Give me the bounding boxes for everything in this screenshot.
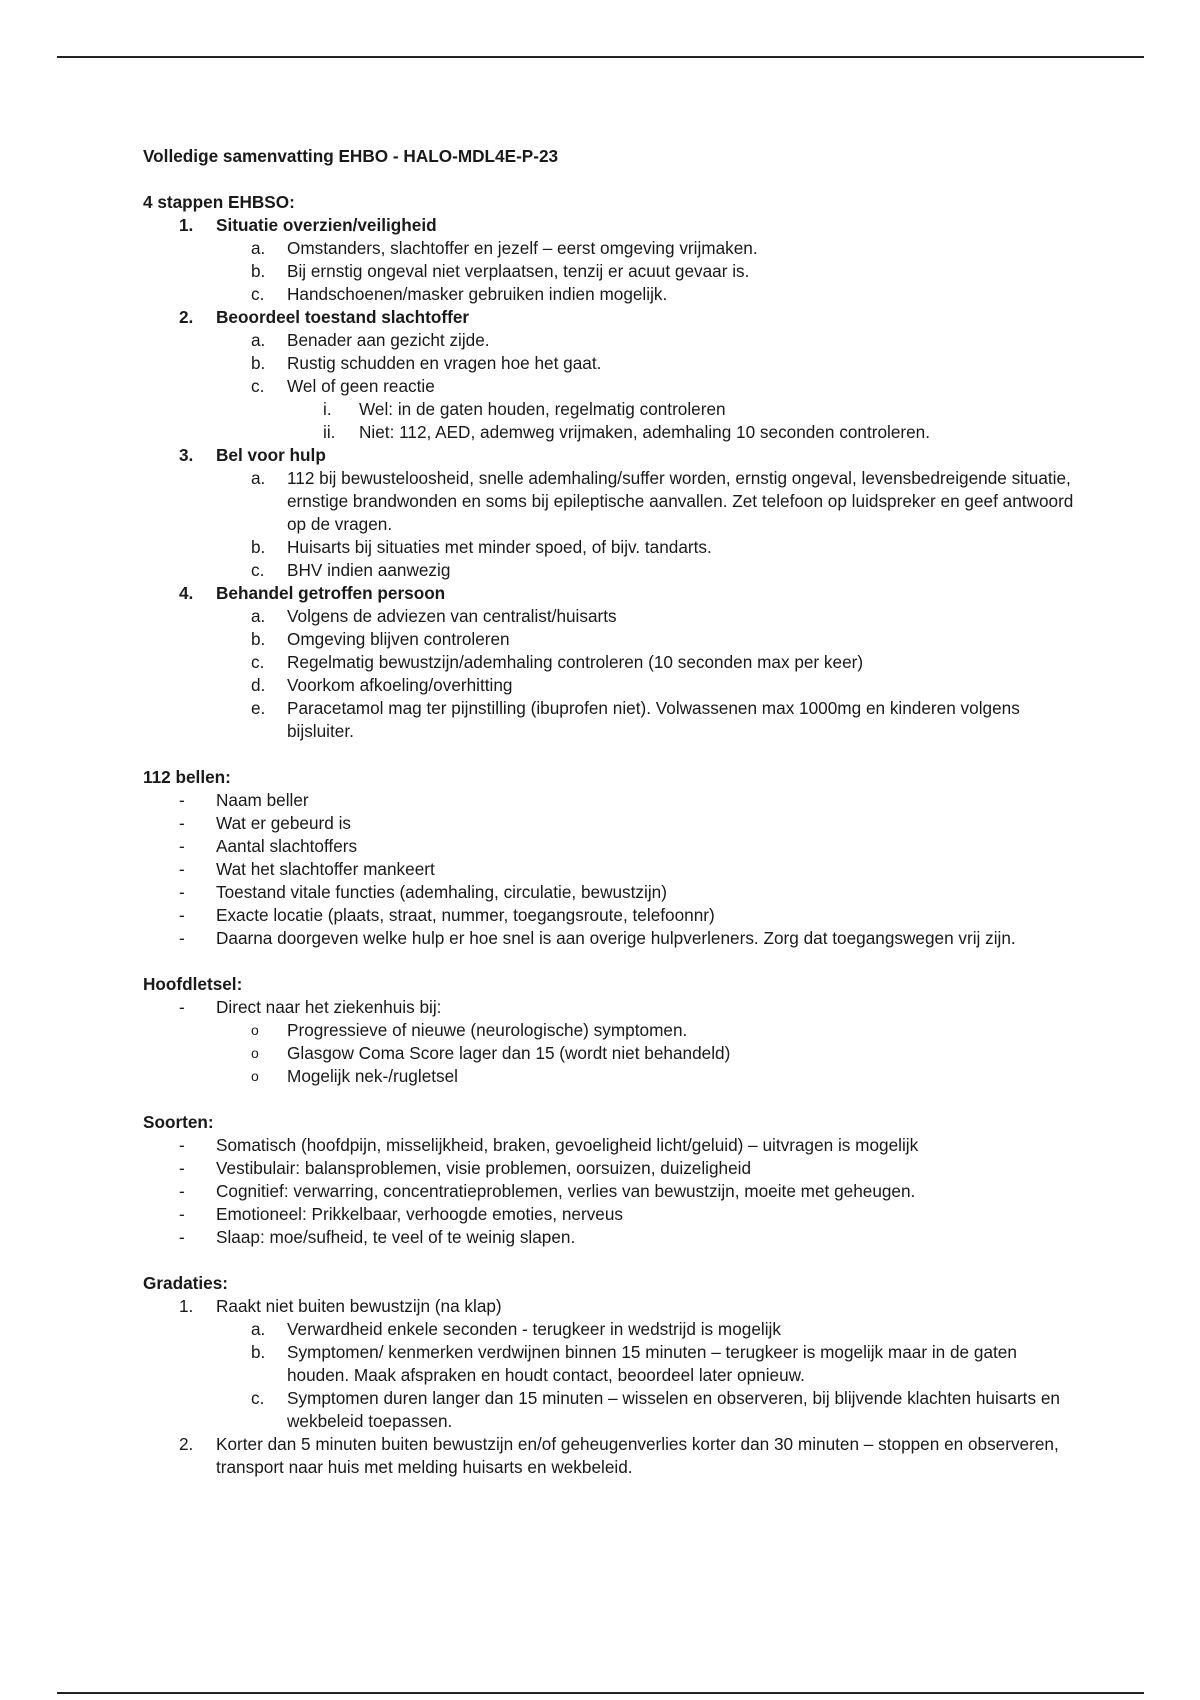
list-item: [143, 651, 1083, 674]
list-item: [143, 1042, 1083, 1065]
list-marker: o: [251, 1068, 259, 1084]
list-marker: c.: [251, 1388, 265, 1408]
list-item: [143, 329, 1083, 352]
list-item: [143, 1134, 1083, 1157]
list-marker: 2.: [179, 307, 194, 327]
list-item: [143, 559, 1083, 582]
list-marker: -: [179, 813, 185, 833]
section: [143, 191, 1083, 743]
list-item-text: Volgens de adviezen van centralist/huisarts: [287, 606, 617, 626]
list-item-text: Rustig schudden en vragen hoe het gaat.: [287, 353, 602, 373]
list-item-text: Cognitief: verwarring, concentratieproblemen, verlies van bewustzijn, moeite met geheugen.: [216, 1181, 916, 1201]
list-item-text: Korter dan 5 minuten buiten bewustzijn en/of geheugenverlies korter dan 30 minuten – stoppen en observeren, transport naar huis met melding huisarts en wekbeleid.: [216, 1434, 1059, 1477]
list-item: [143, 996, 1083, 1019]
list-item-text: Mogelijk nek-/rugletsel: [287, 1066, 458, 1086]
list-item: [143, 1157, 1083, 1180]
list-item-text: Wat er gebeurd is: [216, 813, 352, 833]
list-marker: -: [179, 1204, 185, 1224]
list-item-text: Aantal slachtoffers: [216, 836, 358, 856]
list-marker: 1.: [179, 1296, 194, 1316]
section-heading: Soorten:: [143, 1112, 214, 1132]
list-marker: c.: [251, 652, 265, 672]
list-marker: -: [179, 905, 185, 925]
list-item-text: Verwardheid enkele seconden - terugkeer in wedstrijd is mogelijk: [287, 1319, 781, 1339]
list-item: [143, 260, 1083, 283]
list-item-text: Voorkom afkoeling/overhitting: [287, 675, 513, 695]
list-item: [143, 352, 1083, 375]
list-item: [143, 812, 1083, 835]
list-marker: a.: [251, 606, 266, 626]
list-item: [143, 1341, 1083, 1387]
list-item: [143, 237, 1083, 260]
section: [143, 973, 1083, 1088]
list-marker: ii.: [323, 422, 336, 442]
list-item-text: Paracetamol mag ter pijnstilling (ibuprofen niet). Volwassenen max 1000mg en kinderen volgens bijsluiter.: [287, 698, 1020, 741]
list-item: [143, 1065, 1083, 1088]
sections-container: [143, 191, 1083, 1479]
list-item-text: 112 bij bewusteloosheid, snelle ademhaling/suffer worden, ernstig ongeval, levensbedreigende situatie, ernstige brandwonden en soms bij epileptische aanvallen. Zet telefoon op luidspreker en geef antwoord op de vragen.: [287, 468, 1074, 534]
list-marker: a.: [251, 1319, 266, 1339]
list-item: [143, 904, 1083, 927]
list-marker: -: [179, 928, 185, 948]
list-item-text: Beoordeel toestand slachtoffer: [216, 307, 470, 327]
list-marker: b.: [251, 537, 266, 557]
list-item-text: Vestibulair: balansproblemen, visie problemen, oorsuizen, duizeligheid: [216, 1158, 752, 1178]
list-marker: -: [179, 1181, 185, 1201]
list-marker: c.: [251, 284, 265, 304]
list-item-text: Slaap: moe/sufheid, te veel of te weinig slapen.: [216, 1227, 576, 1247]
list-item-text: Emotioneel: Prikkelbaar, verhoogde emoties, nerveus: [216, 1204, 623, 1224]
list-item: [143, 375, 1083, 398]
list-item-text: Somatisch (hoofdpijn, misselijkheid, braken, gevoeligheid licht/geluid) – uitvragen is mogelijk: [216, 1135, 919, 1155]
list-item-text: BHV indien aanwezig: [287, 560, 451, 580]
list-item: [143, 1387, 1083, 1433]
list-marker: a.: [251, 468, 266, 488]
list-item-text: Naam beller: [216, 790, 309, 810]
list-item: [143, 536, 1083, 559]
list-item: [143, 1180, 1083, 1203]
list-marker: b.: [251, 353, 266, 373]
list-item-text: Bij ernstig ongeval niet verplaatsen, tenzij er acuut gevaar is.: [287, 261, 750, 281]
list-item: [143, 881, 1083, 904]
list-item-text: Daarna doorgeven welke hulp er hoe snel is aan overige hulpverleners. Zorg dat toegangswegen vrij zijn.: [216, 928, 1016, 948]
list-marker: -: [179, 836, 185, 856]
list-item-text: Progressieve of nieuwe (neurologische) symptomen.: [287, 1020, 688, 1040]
list-item: [143, 582, 1083, 605]
list-item: [143, 214, 1083, 237]
list-marker: d.: [251, 675, 266, 695]
list-item: [143, 605, 1083, 628]
list-marker: c.: [251, 560, 265, 580]
list-marker: -: [179, 882, 185, 902]
list-marker: b.: [251, 261, 266, 281]
list-marker: b.: [251, 629, 266, 649]
section: [143, 1272, 1083, 1479]
list-item-text: Omstanders, slachtoffer en jezelf – eerst omgeving vrijmaken.: [287, 238, 758, 258]
list-item: [143, 1019, 1083, 1042]
section: [143, 766, 1083, 950]
list-marker: -: [179, 1158, 185, 1178]
list-marker: a.: [251, 330, 266, 350]
list-item: [143, 398, 1083, 421]
list-item: [143, 674, 1083, 697]
list-marker: i.: [323, 399, 332, 419]
list-marker: c.: [251, 376, 265, 396]
list-marker: 1.: [179, 215, 194, 235]
list-item: [143, 283, 1083, 306]
list-item-text: Toestand vitale functies (ademhaling, circulatie, bewustzijn): [216, 882, 667, 902]
list-item-text: Direct naar het ziekenhuis bij:: [216, 997, 442, 1017]
list-item: [143, 1295, 1083, 1318]
list-item: [143, 927, 1083, 950]
header-rule: [57, 56, 1144, 58]
section-heading: 112 bellen:: [143, 767, 231, 787]
list-marker: b.: [251, 1342, 266, 1362]
list-marker: -: [179, 1227, 185, 1247]
section-heading: Hoofdletsel:: [143, 974, 243, 994]
list-item-text: Huisarts bij situaties met minder spoed, of bijv. tandarts.: [287, 537, 712, 557]
list-marker: 3.: [179, 445, 194, 465]
list-item: [143, 1433, 1083, 1479]
list-item-text: Omgeving blijven controleren: [287, 629, 510, 649]
list-item: [143, 628, 1083, 651]
list-marker: -: [179, 859, 185, 879]
list-item-text: Benader aan gezicht zijde.: [287, 330, 490, 350]
list-item-text: Handschoenen/masker gebruiken indien mogelijk.: [287, 284, 668, 304]
list-marker: 4.: [179, 583, 194, 603]
section: [143, 1111, 1083, 1249]
document-body: [143, 145, 1083, 1479]
list-marker: o: [251, 1022, 259, 1038]
list-item: [143, 1318, 1083, 1341]
list-marker: -: [179, 790, 185, 810]
section-heading: 4 stappen EHBSO:: [143, 192, 295, 212]
list-item: [143, 697, 1083, 743]
document-title: Volledige samenvatting EHBO - HALO-MDL4E-P-23: [143, 146, 559, 166]
list-item: [143, 835, 1083, 858]
list-item: [143, 306, 1083, 329]
list-marker: a.: [251, 238, 266, 258]
list-item: [143, 1203, 1083, 1226]
list-item-text: Raakt niet buiten bewustzijn (na klap): [216, 1296, 502, 1316]
list-item-text: Wel of geen reactie: [287, 376, 435, 396]
list-marker: e.: [251, 698, 266, 718]
list-marker: o: [251, 1045, 259, 1061]
list-item: [143, 421, 1083, 444]
list-item-text: Niet: 112, AED, ademweg vrijmaken, ademhaling 10 seconden controleren.: [359, 422, 931, 442]
list-item-text: Glasgow Coma Score lager dan 15 (wordt niet behandeld): [287, 1043, 731, 1063]
list-item: [143, 789, 1083, 812]
list-item-text: Exacte locatie (plaats, straat, nummer, toegangsroute, telefoonnr): [216, 905, 715, 925]
list-item-text: Regelmatig bewustzijn/ademhaling controleren (10 seconden max per keer): [287, 652, 864, 672]
list-marker: -: [179, 997, 185, 1017]
section-heading: Gradaties:: [143, 1273, 229, 1293]
list-item-text: Wat het slachtoffer mankeert: [216, 859, 435, 879]
footer-rule: [57, 1692, 1144, 1694]
list-item-text: Symptomen duren langer dan 15 minuten – wisselen en observeren, bij blijvende klachten huisarts en wekbeleid toepassen.: [287, 1388, 1060, 1431]
list-item: [143, 858, 1083, 881]
list-marker: -: [179, 1135, 185, 1155]
list-item-text: Behandel getroffen persoon: [216, 583, 446, 603]
list-item-text: Situatie overzien/veiligheid: [216, 215, 437, 235]
list-item-text: Wel: in de gaten houden, regelmatig controleren: [359, 399, 726, 419]
list-item-text: Symptomen/ kenmerken verdwijnen binnen 15 minuten – terugkeer is mogelijk maar in de gaten houden. Maak afspraken en houdt contact, beoordeel later opnieuw.: [287, 1342, 1017, 1385]
list-item: [143, 1226, 1083, 1249]
list-item-text: Bel voor hulp: [216, 445, 326, 465]
list-item: [143, 444, 1083, 467]
list-marker: 2.: [179, 1434, 194, 1454]
list-item: [143, 467, 1083, 536]
